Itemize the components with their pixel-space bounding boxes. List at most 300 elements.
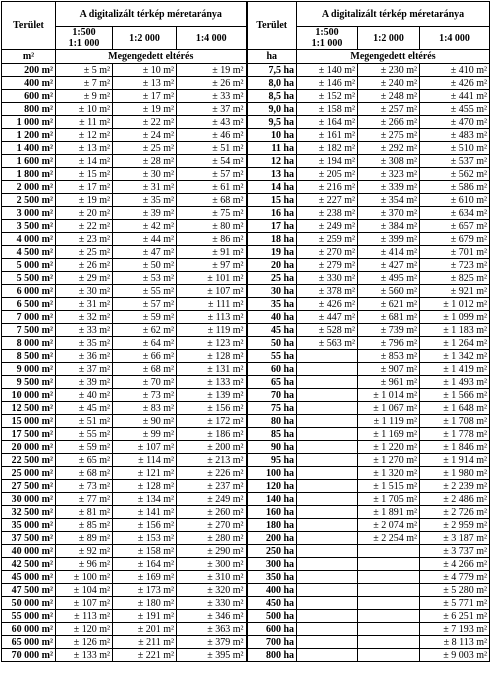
deviation-cell-left-scale-3: ± 131 m² (177, 363, 247, 376)
deviation-cell-left-scale-3: ± 128 m² (177, 350, 247, 363)
area-cell-right: 25 ha (247, 272, 297, 285)
scale-2-header-right: 1:2 000 (358, 27, 420, 50)
deviation-cell-right-scale-2 (358, 545, 420, 558)
area-cell-right: 300 ha (247, 558, 297, 571)
deviation-cell-right-scale-2: ± 257 m² (358, 103, 420, 116)
table-header (2, 2, 490, 64)
deviation-cell-right-scale-2: ± 495 m² (358, 272, 420, 285)
deviation-cell-left-scale-2: ± 83 m² (113, 402, 177, 415)
area-cell-left: 12 500 m² (2, 402, 56, 415)
deviation-cell-right-scale-2: ± 230 m² (358, 64, 420, 77)
deviation-cell-left-scale-1: ± 89 m² (56, 532, 113, 545)
deviation-cell-left-scale-1: ± 77 m² (56, 493, 113, 506)
deviation-cell-left-scale-1: ± 81 m² (56, 506, 113, 519)
deviation-cell-right-scale-2: ± 621 m² (358, 298, 420, 311)
area-cell-right: 45 ha (247, 324, 297, 337)
deviation-cell-right-scale-3: ± 410 m² (420, 64, 490, 77)
unit-header-right: ha (247, 50, 297, 64)
deviation-cell-right-scale-3: ± 610 m² (420, 194, 490, 207)
deviation-cell-right-scale-3: ± 2 959 m² (420, 519, 490, 532)
scale-group-header-right: A digitalizált térkép méretaránya (297, 2, 490, 27)
deviation-cell-left-scale-1: ± 5 m² (56, 64, 113, 77)
area-cell-left: 4 000 m² (2, 233, 56, 246)
table-row (2, 558, 490, 571)
area-cell-right: 120 ha (247, 480, 297, 493)
deviation-cell-left-scale-3: ± 226 m² (177, 467, 247, 480)
deviation-cell-left-scale-1: ± 39 m² (56, 376, 113, 389)
deviation-cell-right-scale-3: ± 1 419 m² (420, 363, 490, 376)
area-cell-left: 1 600 m² (2, 155, 56, 168)
area-cell-left: 60 000 m² (2, 623, 56, 636)
deviation-cell-right-scale-3: ± 825 m² (420, 272, 490, 285)
deviation-cell-right-scale-1: ± 238 m² (297, 207, 358, 220)
deviation-cell-right-scale-1: ± 216 m² (297, 181, 358, 194)
deviation-cell-right-scale-1 (297, 610, 358, 623)
deviation-cell-left-scale-1: ± 32 m² (56, 311, 113, 324)
deviation-cell-left-scale-3: ± 75 m² (177, 207, 247, 220)
deviation-cell-left-scale-3: ± 363 m² (177, 623, 247, 636)
area-cell-left: 32 500 m² (2, 506, 56, 519)
deviation-cell-left-scale-3: ± 111 m² (177, 298, 247, 311)
scale-2-header-left: 1:2 000 (113, 27, 177, 50)
deviation-cell-left-scale-2: ± 66 m² (113, 350, 177, 363)
deviation-cell-right-scale-1 (297, 545, 358, 558)
deviation-cell-right-scale-3: ± 1 708 m² (420, 415, 490, 428)
deviation-cell-left-scale-1: ± 40 m² (56, 389, 113, 402)
deviation-cell-right-scale-2: ± 323 m² (358, 168, 420, 181)
area-cell-left: 1 200 m² (2, 129, 56, 142)
deviation-cell-left-scale-3: ± 19 m² (177, 64, 247, 77)
deviation-cell-left-scale-1: ± 35 m² (56, 337, 113, 350)
deviation-cell-left-scale-2: ± 73 m² (113, 389, 177, 402)
area-cell-right: 15 ha (247, 194, 297, 207)
area-cell-left: 1 000 m² (2, 116, 56, 129)
deviation-cell-left-scale-2: ± 114 m² (113, 454, 177, 467)
area-cell-right: 11 ha (247, 142, 297, 155)
deviation-cell-left-scale-1: ± 65 m² (56, 454, 113, 467)
deviation-cell-left-scale-2: ± 153 m² (113, 532, 177, 545)
deviation-cell-right-scale-1 (297, 363, 358, 376)
table-row (2, 272, 490, 285)
deviation-cell-right-scale-2: ± 681 m² (358, 311, 420, 324)
deviation-cell-right-scale-2: ± 1 320 m² (358, 467, 420, 480)
area-cell-right: 8,0 ha (247, 77, 297, 90)
deviation-cell-left-scale-3: ± 270 m² (177, 519, 247, 532)
area-cell-right: 140 ha (247, 493, 297, 506)
deviation-cell-right-scale-1 (297, 649, 358, 662)
deviation-cell-left-scale-1: ± 59 m² (56, 441, 113, 454)
deviation-cell-right-scale-3: ± 483 m² (420, 129, 490, 142)
table-row (2, 532, 490, 545)
deviation-cell-left-scale-2: ± 17 m² (113, 90, 177, 103)
deviation-cell-right-scale-1: ± 330 m² (297, 272, 358, 285)
area-cell-left: 200 m² (2, 64, 56, 77)
deviation-cell-left-scale-1: ± 73 m² (56, 480, 113, 493)
deviation-cell-right-scale-1 (297, 597, 358, 610)
area-cell-left: 47 500 m² (2, 584, 56, 597)
deviation-cell-left-scale-1: ± 31 m² (56, 298, 113, 311)
deviation-cell-right-scale-3: ± 455 m² (420, 103, 490, 116)
table-body (2, 64, 490, 662)
deviation-cell-left-scale-1: ± 29 m² (56, 272, 113, 285)
area-cell-left: 9 000 m² (2, 363, 56, 376)
area-cell-right: 350 ha (247, 571, 297, 584)
deviation-cell-right-scale-3: ± 9 003 m² (420, 649, 490, 662)
table-row (2, 129, 490, 142)
deviation-cell-right-scale-1 (297, 428, 358, 441)
area-cell-right: 14 ha (247, 181, 297, 194)
area-cell-left: 1 400 m² (2, 142, 56, 155)
deviation-cell-right-scale-1 (297, 506, 358, 519)
area-cell-right: 60 ha (247, 363, 297, 376)
deviation-cell-right-scale-3: ± 701 m² (420, 246, 490, 259)
deviation-cell-right-scale-1 (297, 571, 358, 584)
area-cell-right: 40 ha (247, 311, 297, 324)
deviation-cell-left-scale-1: ± 126 m² (56, 636, 113, 649)
table-row (2, 181, 490, 194)
table-row (2, 376, 490, 389)
area-cell-right: 55 ha (247, 350, 297, 363)
deviation-cell-left-scale-2: ± 31 m² (113, 181, 177, 194)
deviation-cell-right-scale-1 (297, 467, 358, 480)
deviation-cell-left-scale-3: ± 91 m² (177, 246, 247, 259)
deviation-cell-left-scale-2: ± 173 m² (113, 584, 177, 597)
deviation-cell-right-scale-2: ± 1 270 m² (358, 454, 420, 467)
deviation-cell-right-scale-2 (358, 610, 420, 623)
deviation-cell-left-scale-3: ± 395 m² (177, 649, 247, 662)
deviation-cell-right-scale-2: ± 1 067 m² (358, 402, 420, 415)
deviation-cell-left-scale-3: ± 107 m² (177, 285, 247, 298)
table-row (2, 246, 490, 259)
deviation-cell-right-scale-3: ± 586 m² (420, 181, 490, 194)
deviation-cell-right-scale-2: ± 308 m² (358, 155, 420, 168)
deviation-cell-left-scale-2: ± 221 m² (113, 649, 177, 662)
deviation-cell-left-scale-1: ± 68 m² (56, 467, 113, 480)
deviation-cell-left-scale-1: ± 36 m² (56, 350, 113, 363)
area-cell-left: 7 500 m² (2, 324, 56, 337)
area-cell-left: 35 000 m² (2, 519, 56, 532)
deviation-cell-right-scale-3: ± 1 342 m² (420, 350, 490, 363)
deviation-cell-left-scale-3: ± 346 m² (177, 610, 247, 623)
area-cell-left: 7 000 m² (2, 311, 56, 324)
area-cell-left: 50 000 m² (2, 597, 56, 610)
allowed-deviation-header-right: Megengedett eltérés (297, 50, 490, 64)
table-row (2, 194, 490, 207)
deviation-cell-right-scale-2: ± 2 254 m² (358, 532, 420, 545)
deviation-cell-right-scale-3: ± 1 566 m² (420, 389, 490, 402)
deviation-cell-right-scale-1: ± 426 m² (297, 298, 358, 311)
deviation-cell-right-scale-2: ± 907 m² (358, 363, 420, 376)
deviation-cell-left-scale-3: ± 86 m² (177, 233, 247, 246)
area-cell-right: 95 ha (247, 454, 297, 467)
deviation-cell-right-scale-3: ± 723 m² (420, 259, 490, 272)
table-row (2, 64, 490, 77)
area-cell-right: 75 ha (247, 402, 297, 415)
area-cell-right: 12 ha (247, 155, 297, 168)
deviation-cell-left-scale-2: ± 121 m² (113, 467, 177, 480)
table-row (2, 649, 490, 662)
deviation-cell-left-scale-2: ± 211 m² (113, 636, 177, 649)
deviation-cell-left-scale-1: ± 15 m² (56, 168, 113, 181)
deviation-cell-left-scale-2: ± 57 m² (113, 298, 177, 311)
deviation-cell-left-scale-3: ± 119 m² (177, 324, 247, 337)
deviation-cell-right-scale-2: ± 248 m² (358, 90, 420, 103)
deviation-cell-left-scale-2: ± 10 m² (113, 64, 177, 77)
unit-header-left: m² (2, 50, 56, 64)
deviation-cell-right-scale-1: ± 270 m² (297, 246, 358, 259)
deviation-cell-left-scale-2: ± 164 m² (113, 558, 177, 571)
deviation-cell-left-scale-3: ± 249 m² (177, 493, 247, 506)
deviation-cell-left-scale-2: ± 107 m² (113, 441, 177, 454)
area-cell-right: 30 ha (247, 285, 297, 298)
deviation-cell-left-scale-2: ± 180 m² (113, 597, 177, 610)
area-cell-left: 27 500 m² (2, 480, 56, 493)
deviation-cell-right-scale-3: ± 3 737 m² (420, 545, 490, 558)
table-row (2, 298, 490, 311)
deviation-cell-right-scale-1 (297, 350, 358, 363)
deviation-cell-left-scale-2: ± 64 m² (113, 337, 177, 350)
area-cell-right: 800 ha (247, 649, 297, 662)
deviation-cell-right-scale-1 (297, 389, 358, 402)
deviation-cell-left-scale-2: ± 42 m² (113, 220, 177, 233)
area-cell-right: 450 ha (247, 597, 297, 610)
area-cell-right: 13 ha (247, 168, 297, 181)
table-row (2, 480, 490, 493)
deviation-cell-right-scale-3: ± 1 012 m² (420, 298, 490, 311)
deviation-cell-right-scale-1 (297, 454, 358, 467)
area-cell-right: 8,5 ha (247, 90, 297, 103)
table-row (2, 311, 490, 324)
deviation-cell-left-scale-3: ± 68 m² (177, 194, 247, 207)
area-cell-right: 250 ha (247, 545, 297, 558)
deviation-cell-left-scale-1: ± 12 m² (56, 129, 113, 142)
deviation-cell-right-scale-2: ± 560 m² (358, 285, 420, 298)
area-cell-right: 65 ha (247, 376, 297, 389)
deviation-cell-left-scale-1: ± 11 m² (56, 116, 113, 129)
deviation-cell-right-scale-2 (358, 597, 420, 610)
deviation-cell-right-scale-2: ± 354 m² (358, 194, 420, 207)
tolerance-table-container (1, 1, 490, 662)
deviation-cell-left-scale-3: ± 290 m² (177, 545, 247, 558)
table-row (2, 402, 490, 415)
table-row (2, 584, 490, 597)
table-row (2, 103, 490, 116)
deviation-cell-left-scale-2: ± 19 m² (113, 103, 177, 116)
deviation-cell-right-scale-3: ± 1 264 m² (420, 337, 490, 350)
table-row (2, 116, 490, 129)
deviation-cell-right-scale-2 (358, 584, 420, 597)
deviation-cell-right-scale-3: ± 510 m² (420, 142, 490, 155)
table-row (2, 350, 490, 363)
deviation-cell-left-scale-1: ± 100 m² (56, 571, 113, 584)
deviation-cell-right-scale-2: ± 384 m² (358, 220, 420, 233)
deviation-cell-right-scale-3: ± 537 m² (420, 155, 490, 168)
deviation-cell-left-scale-1: ± 30 m² (56, 285, 113, 298)
area-cell-left: 400 m² (2, 77, 56, 90)
table-row (2, 623, 490, 636)
deviation-cell-right-scale-3: ± 2 239 m² (420, 480, 490, 493)
deviation-cell-left-scale-1: ± 7 m² (56, 77, 113, 90)
area-cell-left: 65 000 m² (2, 636, 56, 649)
deviation-cell-right-scale-2: ± 240 m² (358, 77, 420, 90)
area-header-right: Terület (247, 2, 297, 50)
deviation-cell-left-scale-2: ± 134 m² (113, 493, 177, 506)
area-cell-left: 55 000 m² (2, 610, 56, 623)
deviation-cell-left-scale-3: ± 379 m² (177, 636, 247, 649)
deviation-cell-right-scale-1: ± 227 m² (297, 194, 358, 207)
area-cell-left: 70 000 m² (2, 649, 56, 662)
deviation-cell-right-scale-2: ± 1 014 m² (358, 389, 420, 402)
deviation-cell-right-scale-2: ± 739 m² (358, 324, 420, 337)
deviation-cell-left-scale-1: ± 133 m² (56, 649, 113, 662)
deviation-cell-left-scale-3: ± 320 m² (177, 584, 247, 597)
area-cell-right: 85 ha (247, 428, 297, 441)
deviation-cell-left-scale-2: ± 47 m² (113, 246, 177, 259)
deviation-cell-left-scale-3: ± 57 m² (177, 168, 247, 181)
deviation-cell-right-scale-2: ± 1 891 m² (358, 506, 420, 519)
deviation-cell-right-scale-2: ± 2 074 m² (358, 519, 420, 532)
deviation-cell-right-scale-1 (297, 480, 358, 493)
deviation-cell-left-scale-3: ± 280 m² (177, 532, 247, 545)
table-row (2, 636, 490, 649)
table-row (2, 519, 490, 532)
table-row (2, 233, 490, 246)
area-cell-left: 30 000 m² (2, 493, 56, 506)
deviation-cell-left-scale-1: ± 113 m² (56, 610, 113, 623)
table-row (2, 220, 490, 233)
deviation-cell-left-scale-1: ± 10 m² (56, 103, 113, 116)
deviation-cell-left-scale-2: ± 28 m² (113, 155, 177, 168)
area-cell-left: 20 000 m² (2, 441, 56, 454)
table-row (2, 77, 490, 90)
area-cell-right: 10 ha (247, 129, 297, 142)
deviation-cell-left-scale-1: ± 13 m² (56, 142, 113, 155)
deviation-cell-right-scale-1 (297, 415, 358, 428)
deviation-cell-right-scale-1: ± 378 m² (297, 285, 358, 298)
area-cell-right: 160 ha (247, 506, 297, 519)
deviation-cell-left-scale-1: ± 107 m² (56, 597, 113, 610)
area-cell-left: 10 000 m² (2, 389, 56, 402)
area-cell-left: 2 000 m² (2, 181, 56, 194)
area-cell-right: 19 ha (247, 246, 297, 259)
deviation-cell-right-scale-3: ± 1 099 m² (420, 311, 490, 324)
deviation-cell-left-scale-3: ± 156 m² (177, 402, 247, 415)
deviation-cell-right-scale-2: ± 414 m² (358, 246, 420, 259)
table-row (2, 415, 490, 428)
deviation-cell-right-scale-1: ± 194 m² (297, 155, 358, 168)
area-cell-left: 40 000 m² (2, 545, 56, 558)
deviation-cell-right-scale-3: ± 441 m² (420, 90, 490, 103)
area-cell-left: 5 000 m² (2, 259, 56, 272)
deviation-cell-left-scale-3: ± 200 m² (177, 441, 247, 454)
area-cell-left: 600 m² (2, 90, 56, 103)
area-cell-left: 1 800 m² (2, 168, 56, 181)
deviation-cell-left-scale-2: ± 22 m² (113, 116, 177, 129)
deviation-cell-right-scale-3: ± 1 980 m² (420, 467, 490, 480)
deviation-cell-right-scale-1: ± 205 m² (297, 168, 358, 181)
area-cell-right: 80 ha (247, 415, 297, 428)
table-row (2, 259, 490, 272)
area-cell-left: 6 000 m² (2, 285, 56, 298)
deviation-cell-left-scale-1: ± 45 m² (56, 402, 113, 415)
deviation-cell-left-scale-2: ± 141 m² (113, 506, 177, 519)
deviation-cell-right-scale-3: ± 921 m² (420, 285, 490, 298)
deviation-cell-right-scale-3: ± 1 648 m² (420, 402, 490, 415)
deviation-cell-left-scale-2: ± 13 m² (113, 77, 177, 90)
area-cell-left: 25 000 m² (2, 467, 56, 480)
table-row (2, 441, 490, 454)
deviation-cell-right-scale-2: ± 1 220 m² (358, 441, 420, 454)
deviation-cell-right-scale-3: ± 5 771 m² (420, 597, 490, 610)
deviation-cell-left-scale-3: ± 310 m² (177, 571, 247, 584)
deviation-cell-right-scale-1: ± 563 m² (297, 337, 358, 350)
deviation-cell-right-scale-2 (358, 571, 420, 584)
area-cell-left: 8 000 m² (2, 337, 56, 350)
deviation-cell-left-scale-1: ± 22 m² (56, 220, 113, 233)
deviation-cell-right-scale-3: ± 3 187 m² (420, 532, 490, 545)
area-cell-right: 16 ha (247, 207, 297, 220)
area-cell-right: 20 ha (247, 259, 297, 272)
deviation-cell-left-scale-3: ± 260 m² (177, 506, 247, 519)
table-row (2, 90, 490, 103)
deviation-cell-right-scale-1: ± 164 m² (297, 116, 358, 129)
deviation-cell-left-scale-1: ± 14 m² (56, 155, 113, 168)
deviation-cell-left-scale-2: ± 30 m² (113, 168, 177, 181)
area-cell-right: 35 ha (247, 298, 297, 311)
area-cell-left: 5 500 m² (2, 272, 56, 285)
deviation-cell-right-scale-2 (358, 636, 420, 649)
scale-3-header-left: 1:4 000 (177, 27, 247, 50)
table-row (2, 207, 490, 220)
deviation-cell-right-scale-2: ± 961 m² (358, 376, 420, 389)
area-cell-left: 22 500 m² (2, 454, 56, 467)
deviation-cell-left-scale-3: ± 300 m² (177, 558, 247, 571)
deviation-cell-left-scale-3: ± 123 m² (177, 337, 247, 350)
deviation-cell-left-scale-2: ± 128 m² (113, 480, 177, 493)
deviation-cell-right-scale-3: ± 2 726 m² (420, 506, 490, 519)
deviation-cell-left-scale-1: ± 51 m² (56, 415, 113, 428)
deviation-cell-right-scale-1: ± 158 m² (297, 103, 358, 116)
deviation-cell-left-scale-3: ± 26 m² (177, 77, 247, 90)
scale-1-header-right: 1:500 1:1 000 (297, 27, 358, 50)
area-cell-right: 18 ha (247, 233, 297, 246)
deviation-cell-right-scale-3: ± 634 m² (420, 207, 490, 220)
area-cell-right: 9,0 ha (247, 103, 297, 116)
deviation-cell-left-scale-1: ± 33 m² (56, 324, 113, 337)
deviation-cell-left-scale-2: ± 201 m² (113, 623, 177, 636)
area-cell-right: 70 ha (247, 389, 297, 402)
scale-1-header-left: 1:500 1:1 000 (56, 27, 113, 50)
deviation-cell-right-scale-1: ± 249 m² (297, 220, 358, 233)
deviation-cell-right-scale-2: ± 1 705 m² (358, 493, 420, 506)
deviation-cell-right-scale-3: ± 1 914 m² (420, 454, 490, 467)
deviation-cell-right-scale-2: ± 275 m² (358, 129, 420, 142)
deviation-cell-left-scale-1: ± 19 m² (56, 194, 113, 207)
deviation-cell-right-scale-2: ± 796 m² (358, 337, 420, 350)
deviation-cell-right-scale-1 (297, 402, 358, 415)
deviation-cell-left-scale-1: ± 25 m² (56, 246, 113, 259)
deviation-cell-right-scale-1 (297, 493, 358, 506)
deviation-cell-right-scale-3: ± 5 280 m² (420, 584, 490, 597)
area-cell-left: 3 500 m² (2, 220, 56, 233)
deviation-cell-left-scale-1: ± 120 m² (56, 623, 113, 636)
deviation-cell-left-scale-3: ± 80 m² (177, 220, 247, 233)
table-row (2, 363, 490, 376)
deviation-cell-right-scale-2 (358, 623, 420, 636)
area-cell-right: 700 ha (247, 636, 297, 649)
table-row (2, 597, 490, 610)
deviation-cell-left-scale-1: ± 85 m² (56, 519, 113, 532)
